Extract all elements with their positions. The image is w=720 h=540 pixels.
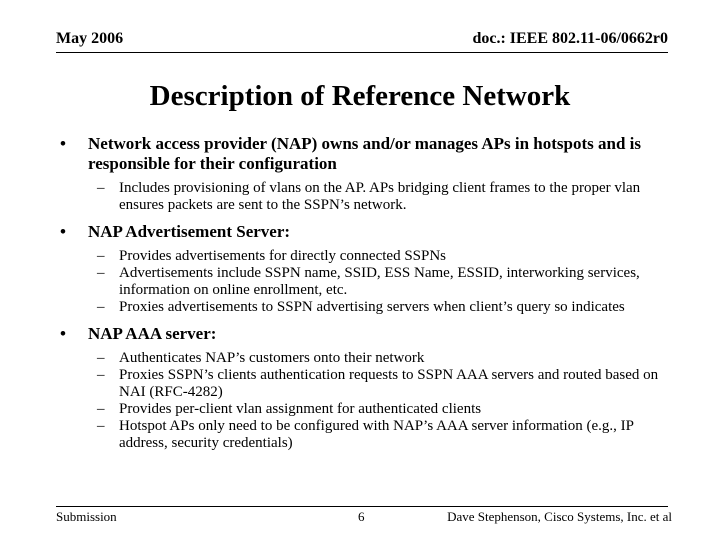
sub-bullet-marker: – bbox=[97, 265, 105, 281]
bullet-1 bbox=[60, 134, 680, 174]
footer-divider bbox=[56, 506, 668, 507]
sub-bullet-marker: – bbox=[97, 299, 105, 315]
sub-bullet-3-3-text: Provides per-client vlan assignment for authenticated clients bbox=[119, 401, 482, 417]
sub-bullet-marker: – bbox=[97, 367, 105, 383]
footer-page-number: 6 bbox=[358, 509, 365, 524]
bullet-marker: • bbox=[60, 222, 66, 241]
bullet-marker: • bbox=[60, 324, 66, 343]
bullet-3 bbox=[60, 324, 680, 344]
sub-bullet-marker: – bbox=[97, 401, 105, 417]
slide-title: Description of Reference Network bbox=[149, 80, 571, 112]
bullet-2 bbox=[60, 222, 680, 242]
sub-bullet-3-1-text: Authenticates NAP’s customers onto their network bbox=[119, 350, 425, 366]
sub-bullet-3-2-text: Proxies SSPN’s clients authentication requests to SSPN AAA servers and routed based on NAI (RFC-4282) bbox=[119, 367, 659, 400]
sub-bullet-2-3-text: Proxies advertisements to SSPN advertising servers when client’s query so indicates bbox=[119, 299, 625, 315]
header-divider bbox=[56, 52, 668, 53]
sub-bullet-2-1 bbox=[60, 248, 680, 265]
sub-bullet-marker: – bbox=[97, 180, 105, 196]
sub-bullet-2-2 bbox=[60, 265, 680, 299]
sub-bullet-2-2-text: Advertisements include SSPN name, SSID, ESS Name, ESSID, interworking services, information on online enrollment, etc. bbox=[119, 265, 640, 298]
slide-content bbox=[60, 134, 680, 452]
sub-bullet-marker: – bbox=[97, 418, 105, 434]
sub-bullet-1-1-text: Includes provisioning of vlans on the AP. APs bridging client frames to the proper vlan ensures packets are sent to the SSPN’s network. bbox=[119, 180, 641, 213]
header-date: May 2006 bbox=[56, 30, 124, 47]
footer-submission: Submission bbox=[56, 509, 117, 524]
sub-bullet-3-1 bbox=[60, 350, 680, 367]
sub-bullet-1-1 bbox=[60, 180, 680, 214]
bullet-3-text: NAP AAA server: bbox=[88, 324, 217, 343]
bullet-marker: • bbox=[60, 134, 66, 153]
sub-bullet-2-3 bbox=[60, 299, 680, 316]
sub-bullet-marker: – bbox=[97, 350, 105, 366]
bullet-1-text: Network access provider (NAP) owns and/or manages APs in hotspots and is responsible for their configuration bbox=[88, 134, 642, 173]
sub-bullet-3-3 bbox=[60, 401, 680, 418]
sub-bullet-marker: – bbox=[97, 248, 105, 264]
footer-author: Dave Stephenson, Cisco Systems, Inc. et al bbox=[447, 509, 672, 524]
sub-bullet-3-2 bbox=[60, 367, 680, 401]
sub-bullet-2-1-text: Provides advertisements for directly connected SSPNs bbox=[119, 248, 447, 264]
header-doc-id: doc.: IEEE 802.11-06/0662r0 bbox=[472, 30, 668, 47]
bullet-2-text: NAP Advertisement Server: bbox=[88, 222, 291, 241]
sub-bullet-3-4-text: Hotspot APs only need to be configured with NAP’s AAA server information (e.g., IP address, security credentials) bbox=[119, 418, 634, 451]
sub-bullet-3-4 bbox=[60, 418, 680, 452]
